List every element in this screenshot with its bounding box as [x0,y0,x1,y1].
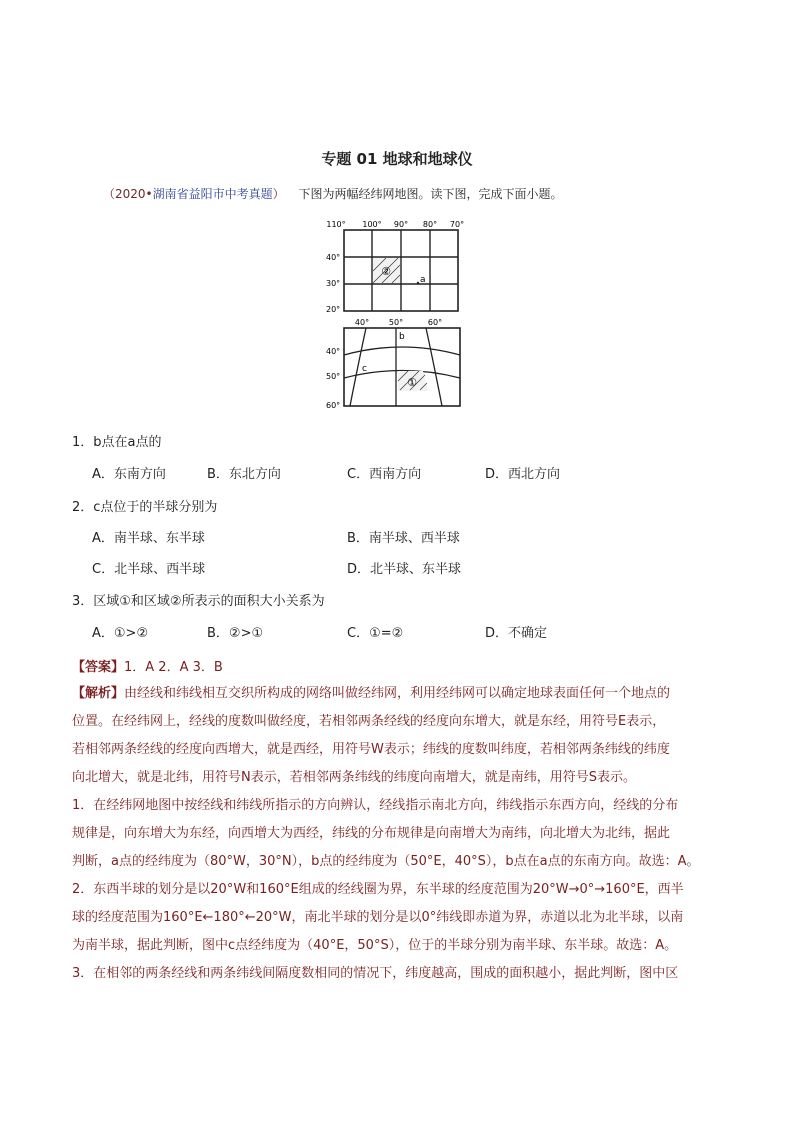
question-3-stem: 3．区域①和区域②所表示的面积大小关系为 [72,594,325,609]
analysis-line: 3．在相邻的两条经线和两条纬线间隔度数相同的情况下，纬度越高，围成的面积越小，据此判断，图中区 [72,966,679,981]
graticule-maps [322,215,472,413]
question-2-stem: 2．c点位于的半球分别为 [72,500,218,515]
map1-lon-label: 80° [422,220,438,229]
map2-lat-label: 50° [326,372,341,381]
page-title: 专题 01 地球和地球仪 [321,150,473,168]
map2-lon-label: 60° [427,318,443,327]
point-b-label: b [399,332,405,342]
map2-region-1 [398,371,428,391]
analysis-label: 【解析】 [72,686,125,701]
map1-lat-label: 40° [326,253,341,262]
analysis-line: 1．在经纬网地图中按经线和纬线所指示的方向辨认，经线指示南北方向，纬线指示东西方向，经线的分布 [72,798,679,813]
analysis-line: 向北增大，就是北纬，用符号N表示，若相邻两条纬线的纬度向南增大，就是南纬，用符号S表示。 [72,770,636,785]
question-1-option-d: D．西北方向 [485,467,561,482]
map1-lon-label: 110° [326,220,346,229]
answer-text: 1．A 2．A 3．B [124,660,223,675]
map2-lon-label: 50° [388,318,404,327]
question-1-option-a: A．东南方向 [92,467,166,482]
question-1-stem: 1．b点在a点的 [72,435,162,450]
question-intro [103,185,563,202]
intro-text: 下图为两幅经纬网地图。读下图，完成下面小题。 [298,187,563,201]
map2-lat-label: 40° [326,347,341,356]
map1-lat-label: 30° [326,279,341,288]
map1-region-2 [373,258,400,283]
region-2-label: ② [381,265,391,278]
question-2-option-d: D．北半球、东半球 [347,562,462,577]
question-3-option-a: A．①>② [92,626,149,641]
source-prefix: （2020• [103,187,153,201]
answer-line [72,656,223,675]
point-c-label: c [362,364,367,374]
map1-lon-label: 90° [393,220,409,229]
answer-label: 【答案】 [72,660,125,675]
analysis-line: 规律是，向东增大为东经，向西增大为西经，纬线的分布规律是向南增大为南纬，向北增大为北纬，据此 [72,826,671,841]
region-1-label: ① [407,376,417,389]
question-2-option-c: C．北半球、西半球 [92,562,206,577]
question-3-option-c: C．①=② [347,626,404,641]
analysis-line: 球的经度范围为160°E←180°←20°W，南北半球的划分是以0°纬线即赤道为界，赤道以北为北半球，以南 [72,910,684,925]
map-2 [326,318,460,410]
question-3-option-b: B．②>① [207,626,264,641]
graticule-figure [322,215,472,417]
analysis-line: 若相邻两条经线的经度向西增大，就是西经，用符号W表示；纬线的度数叫纬度，若相邻两条纬线的纬度 [72,742,670,757]
question-2-option-a: A．南半球、东半球 [92,531,205,546]
map2-lon-label: 40° [354,318,370,327]
analysis-line: 为南半球，据此判断，图中c点经纬度为（40°E，50°S），位于的半球分别为南半球、东半球。故选：A。 [72,938,678,953]
analysis-line: 【解析】由经线和纬线相互交织所构成的网络叫做经纬网，利用经纬网可以确定地球表面任何一个地点的 [72,686,671,701]
analysis-line: 2．东西半球的划分是以20°W和160°E组成的经线圈为界，东半球的经度范围为20°W→0°→160°E，西半 [72,882,684,897]
analysis-line: 判断，a点的经纬度为（80°W，30°N），b点的经纬度为（50°E，40°S），b点在a点的东南方向。故选：A。 [72,854,700,869]
question-3-option-d: D．不确定 [485,626,548,641]
map-1 [326,220,464,314]
question-2-option-b: B．南半球、西半球 [347,531,460,546]
map1-lon-label: 70° [449,220,465,229]
source-region: 湖南省益阳市中考真题 [152,187,273,201]
question-1-option-b: B．东北方向 [207,467,281,482]
source-suffix: ） [272,187,285,201]
map1-lat-label: 20° [326,305,341,314]
map2-meridian [426,328,442,406]
map1-lon-label: 100° [362,220,382,229]
analysis-line: 位置。在经纬网上，经线的度数叫做经度，若相邻两条经线的经度向东增大，就是东经，用符号E表示， [72,714,666,729]
question-1-option-c: C．西南方向 [347,467,422,482]
map2-lat-label: 60° [326,401,341,410]
analysis-block [72,680,727,988]
point-a-marker [417,282,419,284]
point-a-label: a [420,275,426,285]
